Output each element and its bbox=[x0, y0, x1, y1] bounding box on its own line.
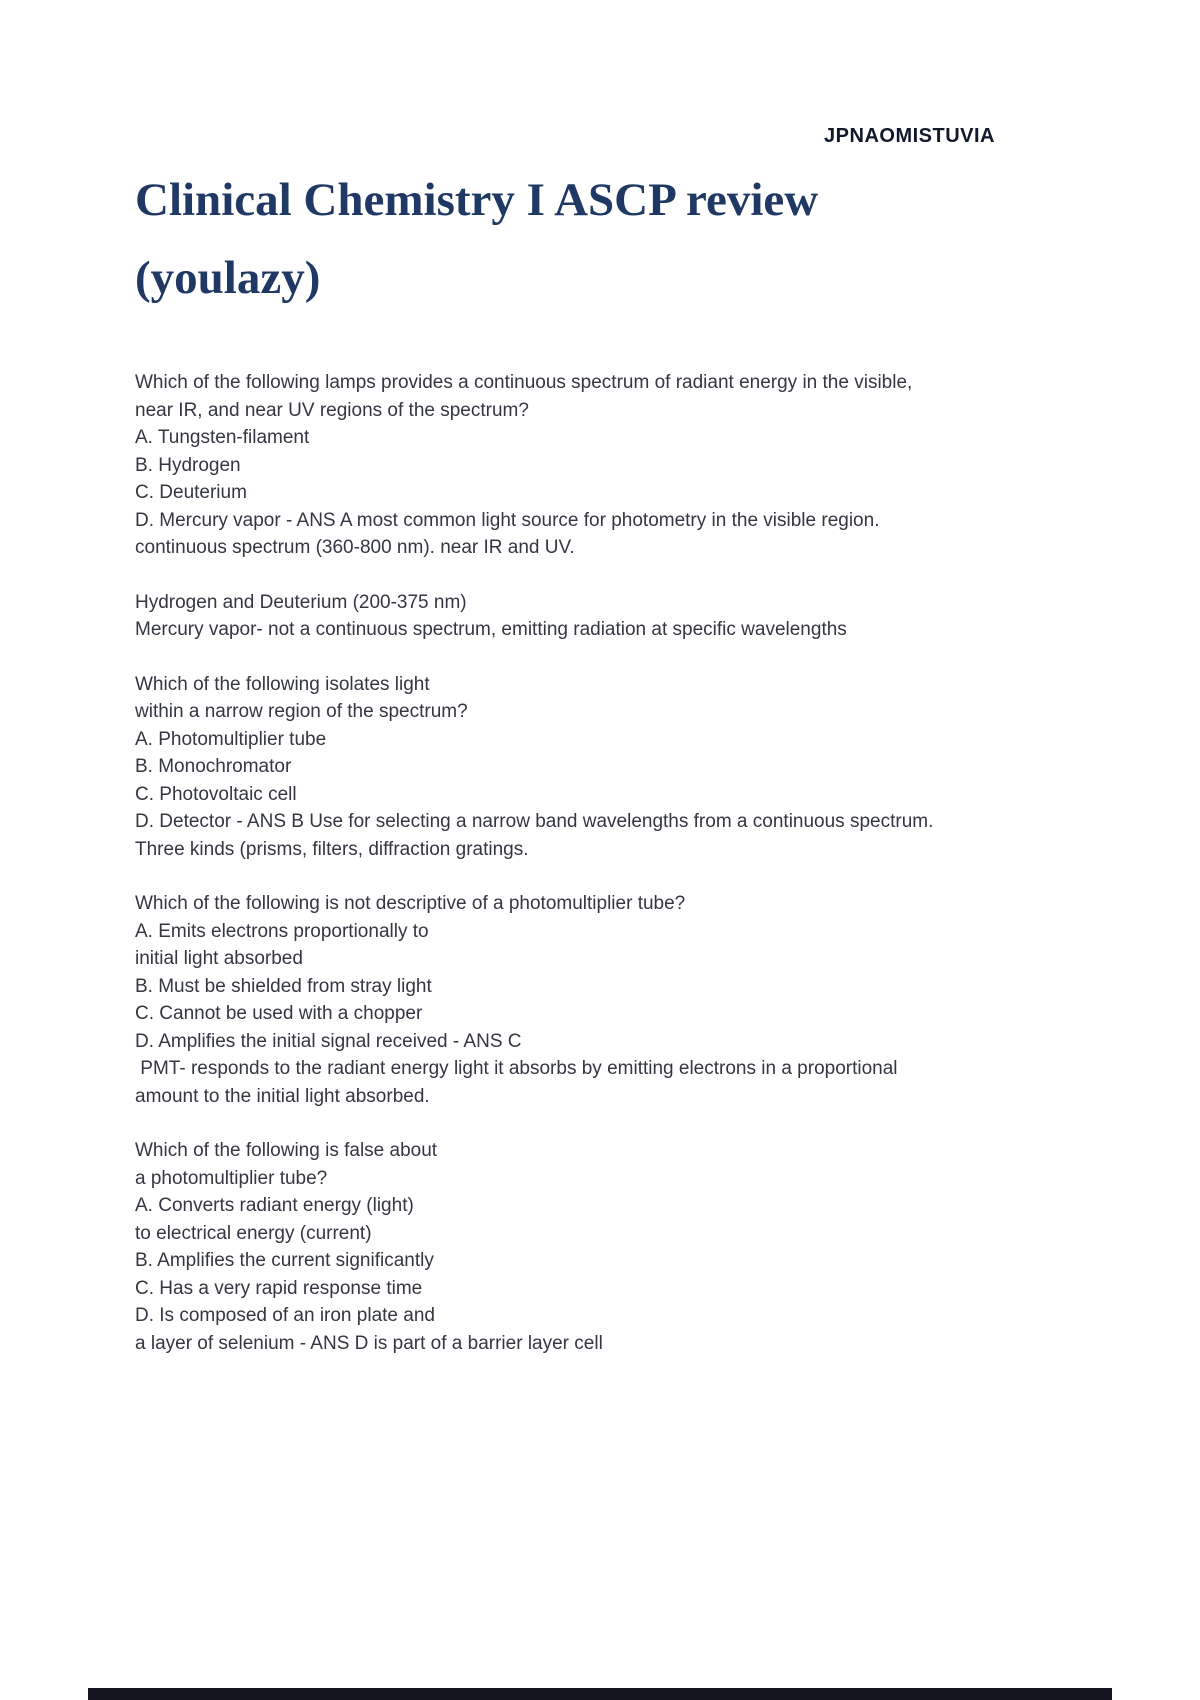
page-title bbox=[135, 161, 995, 317]
text-line: Three kinds (prisms, filters, diffraction gratings. bbox=[135, 838, 529, 860]
text-line: initial light absorbed bbox=[135, 948, 303, 969]
qa-block-2 bbox=[135, 589, 995, 644]
text-line: within a narrow region of the spectrum? bbox=[135, 701, 468, 722]
text-line: Hydrogen and Deuterium (200-375 nm) bbox=[135, 591, 467, 613]
text-line: near IR, and near UV regions of the spectrum? bbox=[135, 399, 529, 421]
text-line: B. Must be shielded from stray light bbox=[135, 975, 432, 997]
text-line: A. Photomultiplier tube bbox=[135, 728, 327, 750]
text-line: D. Amplifies the initial signal received - ANS C bbox=[135, 1030, 522, 1052]
text-line: B. Hydrogen bbox=[135, 454, 241, 476]
qa-block-1 bbox=[135, 369, 995, 562]
text-line: Which of the following isolates light bbox=[135, 673, 430, 695]
text-line: a photomultiplier tube? bbox=[135, 1167, 328, 1189]
text-line: C. Photovoltaic cell bbox=[135, 783, 297, 805]
qa-block-5 bbox=[135, 1137, 995, 1357]
text-line: Which of the following is false about bbox=[135, 1140, 438, 1161]
watermark-text: JPNAOMISTUVIA bbox=[824, 125, 995, 147]
text-line: a layer of selenium - ANS D is part of a barrier layer cell bbox=[135, 1332, 603, 1354]
text-line: Mercury vapor- not a continuous spectrum, emitting radiation at specific wavelengths bbox=[135, 619, 847, 640]
text-line: Which of the following is not descriptive of a photomultiplier tube? bbox=[135, 893, 686, 914]
text-line: B. Amplifies the current significantly bbox=[135, 1250, 434, 1271]
text-line: Which of the following lamps provides a continuous spectrum of radiant energy in the visible, bbox=[135, 372, 913, 393]
text-line: D. Is composed of an iron plate and bbox=[135, 1305, 435, 1326]
next-page-top-edge bbox=[88, 1688, 1112, 1700]
text-line: PMT- responds to the radiant energy light it absorbs by emitting electrons in a proportional bbox=[135, 1058, 898, 1079]
text-line: C. Has a very rapid response time bbox=[135, 1277, 423, 1299]
text-line: to electrical energy (current) bbox=[135, 1222, 372, 1244]
page-title-line-1: Clinical Chemistry I ASCP review bbox=[135, 174, 819, 226]
qa-block-4 bbox=[135, 890, 995, 1110]
text-line: A. Converts radiant energy (light) bbox=[135, 1195, 414, 1216]
text-line: continuous spectrum (360-800 nm). near IR and UV. bbox=[135, 537, 575, 558]
text-line: C. Deuterium bbox=[135, 482, 247, 503]
text-line: C. Cannot be used with a chopper bbox=[135, 1003, 423, 1024]
text-line: B. Monochromator bbox=[135, 756, 292, 777]
text-line: D. Detector - ANS B Use for selecting a narrow band wavelengths from a continuous spectrum. bbox=[135, 811, 934, 832]
qa-block-3 bbox=[135, 671, 995, 864]
document-body bbox=[135, 369, 995, 1357]
text-line: A. Tungsten-filament bbox=[135, 427, 310, 448]
text-line: D. Mercury vapor - ANS A most common light source for photometry in the visible region. bbox=[135, 509, 880, 531]
text-line: A. Emits electrons proportionally to bbox=[135, 920, 429, 942]
page-title-line-2: (youlazy) bbox=[135, 252, 321, 304]
text-line: amount to the initial light absorbed. bbox=[135, 1085, 430, 1107]
